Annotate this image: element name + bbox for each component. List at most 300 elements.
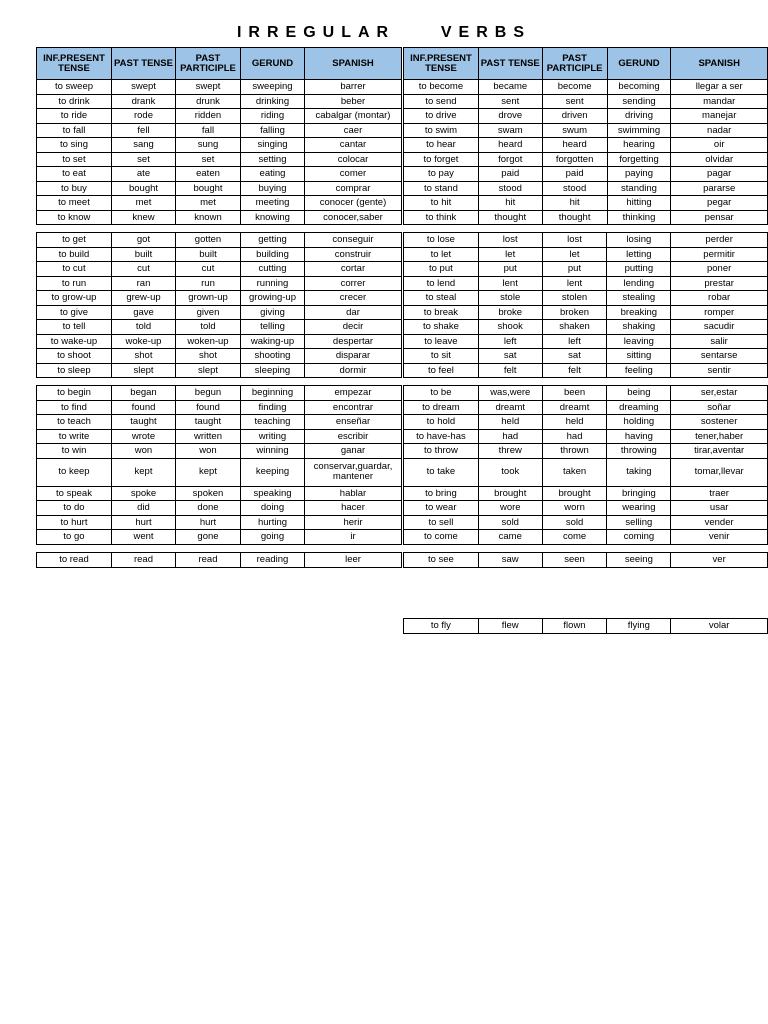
table-row <box>404 334 768 349</box>
cell-gerund: seeing <box>607 553 671 568</box>
cell-gerund: coming <box>607 530 671 545</box>
cell-gerund: running <box>241 276 305 291</box>
cell-gerund: swimming <box>607 123 671 138</box>
cell-past-participle: hit <box>542 196 607 211</box>
table-row <box>37 181 402 196</box>
cell-infinitive: to do <box>37 501 112 516</box>
cell-gerund: sleeping <box>241 363 305 378</box>
cell-past-tense: was,were <box>478 386 542 401</box>
cell-gerund: dreaming <box>607 400 671 415</box>
cell-past-participle: grown-up <box>176 291 241 306</box>
cell-gerund: beginning <box>241 386 305 401</box>
cell-infinitive: to set <box>37 152 112 167</box>
cell-spanish: ir <box>305 530 402 545</box>
cell-past-participle: bought <box>176 181 241 196</box>
cell-infinitive: to win <box>37 444 112 459</box>
cell-infinitive: to fly <box>404 619 479 634</box>
cell-past-tense: took <box>478 458 542 486</box>
cell-past-participle: shaken <box>542 320 607 335</box>
table-row <box>404 210 768 225</box>
cell-spanish: sacudir <box>671 320 768 335</box>
cell-gerund: meeting <box>241 196 305 211</box>
cell-gerund: speaking <box>241 486 305 501</box>
cell-infinitive: to sing <box>37 138 112 153</box>
cell-spanish: sentir <box>671 363 768 378</box>
table-row <box>404 94 768 109</box>
cell-past-participle: dreamt <box>542 400 607 415</box>
cell-infinitive: to go <box>37 530 112 545</box>
cell-spanish: soñar <box>671 400 768 415</box>
table-row <box>37 123 402 138</box>
cell-past-participle: flown <box>542 619 607 634</box>
cell-spanish: crecer <box>305 291 402 306</box>
cell-past-participle: thrown <box>542 444 607 459</box>
cell-gerund: shaking <box>607 320 671 335</box>
cell-spanish: llegar a ser <box>671 80 768 95</box>
table-row <box>37 444 402 459</box>
cell-spanish: conseguir <box>305 233 402 248</box>
cell-past-participle: sold <box>542 515 607 530</box>
cell-spanish: encontrar <box>305 400 402 415</box>
cell-past-tense: stole <box>478 291 542 306</box>
cell-spanish: tomar,llevar <box>671 458 768 486</box>
cell-infinitive: to throw <box>404 444 479 459</box>
column-header-past-tense: PAST TENSE <box>112 48 176 80</box>
cell-spanish: conservar,guardar, mantener <box>305 458 402 486</box>
cell-spanish: olvidar <box>671 152 768 167</box>
table-row <box>37 138 402 153</box>
cell-infinitive: to send <box>404 94 479 109</box>
table-row <box>37 276 402 291</box>
cell-past-participle: paid <box>542 167 607 182</box>
cell-infinitive: to hear <box>404 138 479 153</box>
cell-past-tense: found <box>112 400 176 415</box>
cell-past-tense: threw <box>478 444 542 459</box>
cell-past-participle: written <box>176 429 241 444</box>
cell-past-tense: hit <box>478 196 542 211</box>
cell-gerund: knowing <box>241 210 305 225</box>
cell-spanish: beber <box>305 94 402 109</box>
cell-gerund: bringing <box>607 486 671 501</box>
cell-spanish: ver <box>671 553 768 568</box>
cell-spanish: traer <box>671 486 768 501</box>
cell-spanish: hablar <box>305 486 402 501</box>
cell-infinitive: to build <box>37 247 112 262</box>
table-row <box>37 94 402 109</box>
verbs-table-right-2 <box>403 232 768 378</box>
cell-infinitive: to steal <box>404 291 479 306</box>
column-header-past-tense: PAST TENSE <box>478 48 542 80</box>
cell-past-tense: woke-up <box>112 334 176 349</box>
table-row <box>404 458 768 486</box>
cell-infinitive: to stand <box>404 181 479 196</box>
cell-past-tense: set <box>112 152 176 167</box>
table-row <box>37 553 402 568</box>
table-row <box>37 320 402 335</box>
table-row <box>404 444 768 459</box>
cell-past-tense: grew-up <box>112 291 176 306</box>
cell-past-tense: met <box>112 196 176 211</box>
cell-gerund: stealing <box>607 291 671 306</box>
cell-infinitive: to let <box>404 247 479 262</box>
cell-past-participle: heard <box>542 138 607 153</box>
cell-past-participle: lent <box>542 276 607 291</box>
cell-spanish: conocer,saber <box>305 210 402 225</box>
cell-past-participle: let <box>542 247 607 262</box>
cell-spanish: cantar <box>305 138 402 153</box>
cell-spanish: comprar <box>305 181 402 196</box>
cell-spanish: cortar <box>305 262 402 277</box>
cell-past-tense: kept <box>112 458 176 486</box>
verbs-table-left-1 <box>36 47 402 225</box>
cell-infinitive: to dream <box>404 400 479 415</box>
cell-past-tense: let <box>478 247 542 262</box>
cell-past-participle: taught <box>176 415 241 430</box>
cell-infinitive: to find <box>37 400 112 415</box>
cell-past-tense: did <box>112 501 176 516</box>
table-row <box>37 334 402 349</box>
cell-spanish: caer <box>305 123 402 138</box>
cell-infinitive: to have-has <box>404 429 479 444</box>
cell-past-participle: read <box>176 553 241 568</box>
column-header-past-participle: PAST PARTICIPLE <box>176 48 241 80</box>
column-header-spanish: SPANISH <box>671 48 768 80</box>
cell-gerund: hearing <box>607 138 671 153</box>
cell-past-tense: heard <box>478 138 542 153</box>
cell-spanish: disparar <box>305 349 402 364</box>
table-row <box>37 429 402 444</box>
cell-past-tense: stood <box>478 181 542 196</box>
cell-gerund: reading <box>241 553 305 568</box>
cell-gerund: getting <box>241 233 305 248</box>
cell-past-tense: knew <box>112 210 176 225</box>
cell-spanish: leer <box>305 553 402 568</box>
cell-past-tense: flew <box>478 619 542 634</box>
column-header-infinitive: INF.PRESENT TENSE <box>404 48 479 80</box>
table-row <box>37 400 402 415</box>
cell-spanish: pensar <box>671 210 768 225</box>
cell-spanish: enseñar <box>305 415 402 430</box>
verbs-table-right-1 <box>403 47 768 225</box>
cell-spanish: usar <box>671 501 768 516</box>
cell-past-participle: lost <box>542 233 607 248</box>
cell-gerund: winning <box>241 444 305 459</box>
cell-spanish: sostener <box>671 415 768 430</box>
cell-past-participle: eaten <box>176 167 241 182</box>
cell-infinitive: to tell <box>37 320 112 335</box>
cell-infinitive: to keep <box>37 458 112 486</box>
cell-infinitive: to sweep <box>37 80 112 95</box>
cell-infinitive: to hold <box>404 415 479 430</box>
cell-past-tense: drove <box>478 109 542 124</box>
table-row <box>404 247 768 262</box>
cell-infinitive: to sleep <box>37 363 112 378</box>
cell-infinitive: to read <box>37 553 112 568</box>
cell-past-tense: hurt <box>112 515 176 530</box>
cell-past-tense: wrote <box>112 429 176 444</box>
cell-gerund: teaching <box>241 415 305 430</box>
cell-infinitive: to leave <box>404 334 479 349</box>
table-row <box>37 152 402 167</box>
cell-gerund: letting <box>607 247 671 262</box>
cell-past-tense: sent <box>478 94 542 109</box>
table-row <box>37 210 402 225</box>
table-row <box>37 458 402 486</box>
cell-infinitive: to take <box>404 458 479 486</box>
cell-gerund: hurting <box>241 515 305 530</box>
cell-gerund: buying <box>241 181 305 196</box>
cell-gerund: setting <box>241 152 305 167</box>
cell-infinitive: to bring <box>404 486 479 501</box>
cell-gerund: building <box>241 247 305 262</box>
cell-spanish: tener,haber <box>671 429 768 444</box>
header-row <box>404 48 768 80</box>
cell-past-tense: ran <box>112 276 176 291</box>
table-row <box>404 291 768 306</box>
cell-spanish: cabalgar (montar) <box>305 109 402 124</box>
cell-past-tense: dreamt <box>478 400 542 415</box>
cell-past-participle: kept <box>176 458 241 486</box>
cell-infinitive: to put <box>404 262 479 277</box>
table-row <box>404 349 768 364</box>
table-row <box>404 400 768 415</box>
cell-infinitive: to swim <box>404 123 479 138</box>
cell-past-participle: sung <box>176 138 241 153</box>
cell-past-participle: fall <box>176 123 241 138</box>
cell-gerund: writing <box>241 429 305 444</box>
cell-past-participle: stolen <box>542 291 607 306</box>
cell-past-participle: slept <box>176 363 241 378</box>
cell-past-tense: sold <box>478 515 542 530</box>
cell-infinitive: to think <box>404 210 479 225</box>
cell-past-participle: come <box>542 530 607 545</box>
table-row <box>37 247 402 262</box>
cell-infinitive: to drive <box>404 109 479 124</box>
verbs-table-right-4 <box>403 552 768 568</box>
cell-past-tense: cut <box>112 262 176 277</box>
cell-infinitive: to write <box>37 429 112 444</box>
cell-past-participle: become <box>542 80 607 95</box>
cell-spanish: barrer <box>305 80 402 95</box>
cell-past-tense: saw <box>478 553 542 568</box>
cell-past-participle: been <box>542 386 607 401</box>
cell-gerund: giving <box>241 305 305 320</box>
cell-infinitive: to cut <box>37 262 112 277</box>
cell-past-participle: run <box>176 276 241 291</box>
cell-infinitive: to forget <box>404 152 479 167</box>
cell-spanish: prestar <box>671 276 768 291</box>
verbs-table-left-4 <box>36 552 402 568</box>
cell-past-tense: put <box>478 262 542 277</box>
table-row <box>404 305 768 320</box>
cell-gerund: doing <box>241 501 305 516</box>
table-row <box>37 109 402 124</box>
cell-past-tense: sang <box>112 138 176 153</box>
cell-past-tense: ate <box>112 167 176 182</box>
table-row <box>404 363 768 378</box>
table-row <box>404 233 768 248</box>
table-row <box>404 415 768 430</box>
cell-gerund: losing <box>607 233 671 248</box>
cell-past-participle: worn <box>542 501 607 516</box>
table-row <box>37 501 402 516</box>
verbs-table-left-3 <box>36 385 402 545</box>
cell-past-tense: taught <box>112 415 176 430</box>
cell-gerund: sitting <box>607 349 671 364</box>
cell-past-tense: lost <box>478 233 542 248</box>
table-row <box>37 530 402 545</box>
cell-past-participle: known <box>176 210 241 225</box>
cell-spanish: perder <box>671 233 768 248</box>
cell-past-tense: left <box>478 334 542 349</box>
cell-spanish: escribir <box>305 429 402 444</box>
cell-past-tense: came <box>478 530 542 545</box>
cell-gerund: feeling <box>607 363 671 378</box>
cell-gerund: wearing <box>607 501 671 516</box>
cell-infinitive: to be <box>404 386 479 401</box>
cell-infinitive: to grow-up <box>37 291 112 306</box>
table-row <box>404 181 768 196</box>
cell-past-tense: went <box>112 530 176 545</box>
cell-gerund: putting <box>607 262 671 277</box>
cell-spanish: ganar <box>305 444 402 459</box>
table-row <box>404 320 768 335</box>
cell-past-tense: rode <box>112 109 176 124</box>
cell-infinitive: to see <box>404 553 479 568</box>
cell-past-tense: forgot <box>478 152 542 167</box>
cell-infinitive: to meet <box>37 196 112 211</box>
cell-past-participle: won <box>176 444 241 459</box>
cell-spanish: decir <box>305 320 402 335</box>
cell-infinitive: to feel <box>404 363 479 378</box>
cell-infinitive: to shoot <box>37 349 112 364</box>
cell-gerund: leaving <box>607 334 671 349</box>
cell-past-tense: shook <box>478 320 542 335</box>
cell-spanish: correr <box>305 276 402 291</box>
cell-past-tense: drank <box>112 94 176 109</box>
cell-past-tense: swam <box>478 123 542 138</box>
cell-past-tense: shot <box>112 349 176 364</box>
cell-gerund: paying <box>607 167 671 182</box>
table-row <box>404 515 768 530</box>
cell-gerund: thinking <box>607 210 671 225</box>
cell-spanish: volar <box>671 619 768 634</box>
cell-spanish: sentarse <box>671 349 768 364</box>
cell-past-participle: sat <box>542 349 607 364</box>
cell-past-participle: told <box>176 320 241 335</box>
cell-spanish: ser,estar <box>671 386 768 401</box>
cell-past-participle: seen <box>542 553 607 568</box>
cell-infinitive: to hit <box>404 196 479 211</box>
cell-past-participle: taken <box>542 458 607 486</box>
cell-gerund: falling <box>241 123 305 138</box>
cell-spanish: pegar <box>671 196 768 211</box>
cell-gerund: having <box>607 429 671 444</box>
cell-past-tense: felt <box>478 363 542 378</box>
cell-gerund: being <box>607 386 671 401</box>
table-row <box>404 429 768 444</box>
cell-past-participle: hurt <box>176 515 241 530</box>
cell-infinitive: to shake <box>404 320 479 335</box>
cell-gerund: waking-up <box>241 334 305 349</box>
cell-spanish: dormir <box>305 363 402 378</box>
table-row <box>37 363 402 378</box>
cell-infinitive: to give <box>37 305 112 320</box>
cell-spanish: dar <box>305 305 402 320</box>
cell-gerund: shooting <box>241 349 305 364</box>
cell-past-tense: read <box>112 553 176 568</box>
table-row <box>37 80 402 95</box>
cell-infinitive: to eat <box>37 167 112 182</box>
cell-gerund: selling <box>607 515 671 530</box>
cell-infinitive: to drink <box>37 94 112 109</box>
cell-past-participle: given <box>176 305 241 320</box>
cell-gerund: cutting <box>241 262 305 277</box>
cell-spanish: oir <box>671 138 768 153</box>
table-row <box>37 515 402 530</box>
table-row <box>404 109 768 124</box>
cell-gerund: becoming <box>607 80 671 95</box>
cell-infinitive: to get <box>37 233 112 248</box>
cell-gerund: singing <box>241 138 305 153</box>
table-row <box>404 501 768 516</box>
cell-past-participle: swum <box>542 123 607 138</box>
table-row <box>404 123 768 138</box>
table-row <box>37 291 402 306</box>
cell-gerund: keeping <box>241 458 305 486</box>
table-row <box>404 262 768 277</box>
cell-spanish: hacer <box>305 501 402 516</box>
cell-infinitive: to wake-up <box>37 334 112 349</box>
cell-infinitive: to become <box>404 80 479 95</box>
cell-infinitive: to speak <box>37 486 112 501</box>
cell-past-tense: brought <box>478 486 542 501</box>
cell-gerund: going <box>241 530 305 545</box>
cell-spanish: permitir <box>671 247 768 262</box>
cell-gerund: breaking <box>607 305 671 320</box>
cell-past-tense: wore <box>478 501 542 516</box>
cell-infinitive: to teach <box>37 415 112 430</box>
table-row <box>404 530 768 545</box>
cell-past-participle: built <box>176 247 241 262</box>
table-row <box>404 386 768 401</box>
table-row <box>37 415 402 430</box>
column-header-spanish: SPANISH <box>305 48 402 80</box>
cell-infinitive: to buy <box>37 181 112 196</box>
cell-past-participle: woken-up <box>176 334 241 349</box>
cell-past-participle: brought <box>542 486 607 501</box>
cell-past-participle: gotten <box>176 233 241 248</box>
cell-gerund: holding <box>607 415 671 430</box>
cell-past-participle: sent <box>542 94 607 109</box>
table-row <box>37 196 402 211</box>
cell-past-participle: set <box>176 152 241 167</box>
cell-spanish: mandar <box>671 94 768 109</box>
cell-gerund: drinking <box>241 94 305 109</box>
column-header-gerund: GERUND <box>241 48 305 80</box>
cell-spanish: despertar <box>305 334 402 349</box>
cell-infinitive: to break <box>404 305 479 320</box>
cell-spanish: construir <box>305 247 402 262</box>
cell-spanish: tirar,aventar <box>671 444 768 459</box>
table-row <box>404 276 768 291</box>
cell-infinitive: to hurt <box>37 515 112 530</box>
table-row <box>37 233 402 248</box>
cell-gerund: finding <box>241 400 305 415</box>
cell-past-participle: forgotten <box>542 152 607 167</box>
cell-past-participle: thought <box>542 210 607 225</box>
cell-spanish: nadar <box>671 123 768 138</box>
